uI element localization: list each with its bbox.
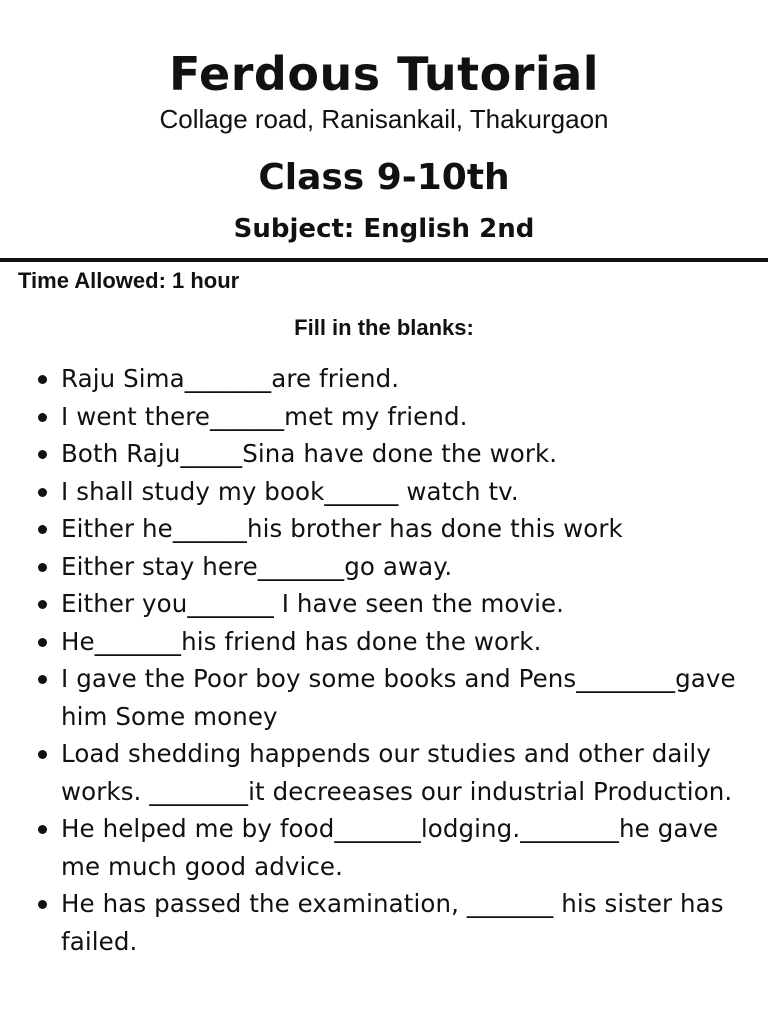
time-allowed: Time Allowed: 1 hour	[18, 268, 240, 293]
question-item: Load shedding happends our studies and other daily works. ________it decreeases our industrial Production.	[61, 735, 760, 810]
question-item: Either you_______ I have seen the movie.	[61, 585, 760, 623]
question-item: Both Raju_____Sina have done the work.	[61, 435, 760, 473]
instruction-heading: Fill in the blanks:	[294, 315, 474, 340]
question-item: He has passed the examination, _______ his sister has failed.	[61, 885, 760, 960]
question-item: Either stay here_______go away.	[61, 548, 760, 586]
question-item: Either he______his brother has done this work	[61, 510, 760, 548]
question-item: He helped me by food_______lodging.________he gave me much good advice.	[61, 810, 760, 885]
class-heading: Class 9-10th	[258, 157, 510, 198]
header-divider	[0, 258, 768, 262]
question-item: Raju Sima_______are friend.	[61, 360, 760, 398]
question-item: I went there______met my friend.	[61, 398, 760, 436]
question-item: I shall study my book______ watch tv.	[61, 473, 760, 511]
question-item: I gave the Poor boy some books and Pens________gave him Some money	[61, 660, 760, 735]
institution-address: Collage road, Ranisankail, Thakurgaon	[159, 104, 609, 134]
institution-title: Ferdous Tutorial	[168, 47, 600, 101]
question-item: He_______his friend has done the work.	[61, 623, 760, 661]
question-list	[0, 360, 760, 960]
subject-heading: Subject: English 2nd	[233, 214, 535, 244]
document-header	[0, 0, 768, 246]
